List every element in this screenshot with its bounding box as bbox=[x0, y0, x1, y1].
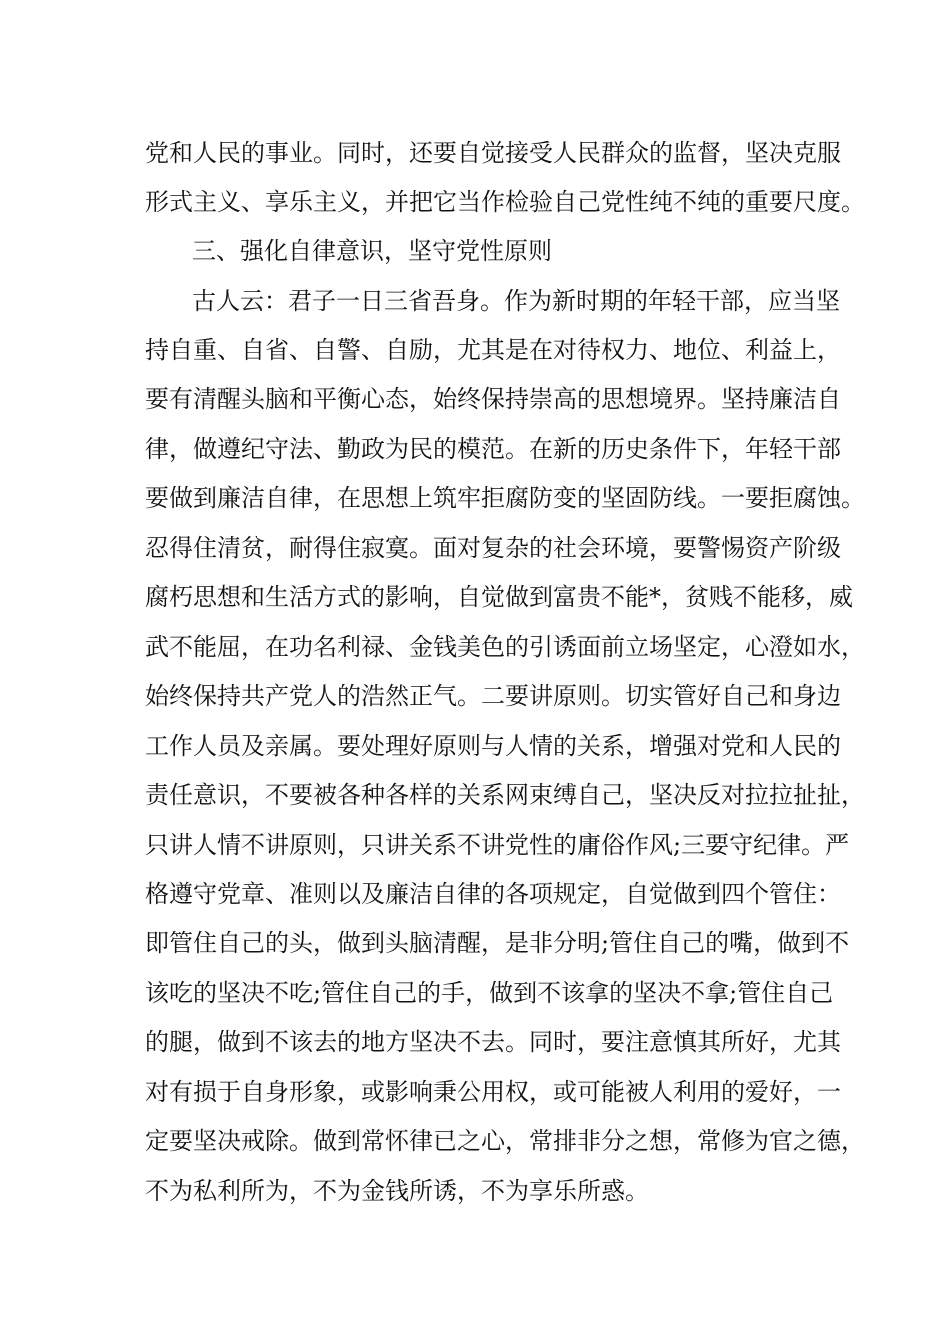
text-line: 腐朽思想和生活方式的影响，自觉做到富贵不能*，贫贱不能移，威 bbox=[145, 583, 853, 611]
text-line: 的腿，做到不该去的地方坚决不去。同时，要注意慎其所好，尤其 bbox=[145, 1028, 841, 1056]
text-line: 形式主义、享乐主义，并把它当作检验自己党性纯不纯的重要尺度。 bbox=[145, 188, 865, 216]
paragraph-first-line: 古人云：君子一日三省吾身。作为新时期的年轻干部，应当坚 bbox=[192, 287, 840, 315]
text-line: 该吃的坚决不吃;管住自己的手，做到不该拿的坚决不拿;管住自己 bbox=[145, 979, 834, 1007]
text-line: 要有清醒头脑和平衡心态，始终保持崇高的思想境界。坚持廉洁自 bbox=[145, 385, 841, 413]
text-line: 定要坚决戒除。做到常怀律已之心，常排非分之想，常修为官之德， bbox=[145, 1127, 865, 1155]
text-line: 律，做遵纪守法、勤政为民的模范。在新的历史条件下，年轻干部 bbox=[145, 435, 841, 463]
text-line: 工作人员及亲属。要处理好原则与人情的关系，增强对党和人民的 bbox=[145, 732, 841, 760]
text-line: 格遵守党章、准则以及廉洁自律的各项规定，自觉做到四个管住： bbox=[145, 880, 841, 908]
text-line: 忍得住清贫，耐得住寂寞。面对复杂的社会环境，要警惕资产阶级 bbox=[145, 534, 841, 562]
text-line: 要做到廉洁自律，在思想上筑牢拒腐防变的坚固防线。一要拒腐蚀。 bbox=[145, 484, 865, 512]
text-line: 责任意识，不要被各种各样的关系网束缚自己，坚决反对拉拉扯扯， bbox=[145, 781, 865, 809]
text-line: 对有损于自身形象，或影响秉公用权，或可能被人利用的爱好，一 bbox=[145, 1078, 841, 1106]
section-heading: 三、强化自律意识，坚守党性原则 bbox=[192, 237, 552, 265]
text-line: 即管住自己的头，做到头脑清醒，是非分明;管住自己的嘴，做到不 bbox=[145, 929, 850, 957]
text-line: 党和人民的事业。同时，还要自觉接受人民群众的监督，坚决克服 bbox=[145, 139, 841, 167]
text-line: 不为私利所为，不为金钱所诱，不为享乐所惑。 bbox=[145, 1177, 649, 1205]
text-line: 持自重、自省、自警、自励，尤其是在对待权力、地位、利益上， bbox=[145, 336, 841, 364]
text-line: 只讲人情不讲原则，只讲关系不讲党性的庸俗作风;三要守纪律。严 bbox=[145, 831, 850, 859]
text-line: 始终保持共产党人的浩然正气。二要讲原则。切实管好自己和身边 bbox=[145, 682, 841, 710]
text-line: 武不能屈，在功名利禄、金钱美色的引诱面前立场坚定，心澄如水， bbox=[145, 633, 865, 661]
